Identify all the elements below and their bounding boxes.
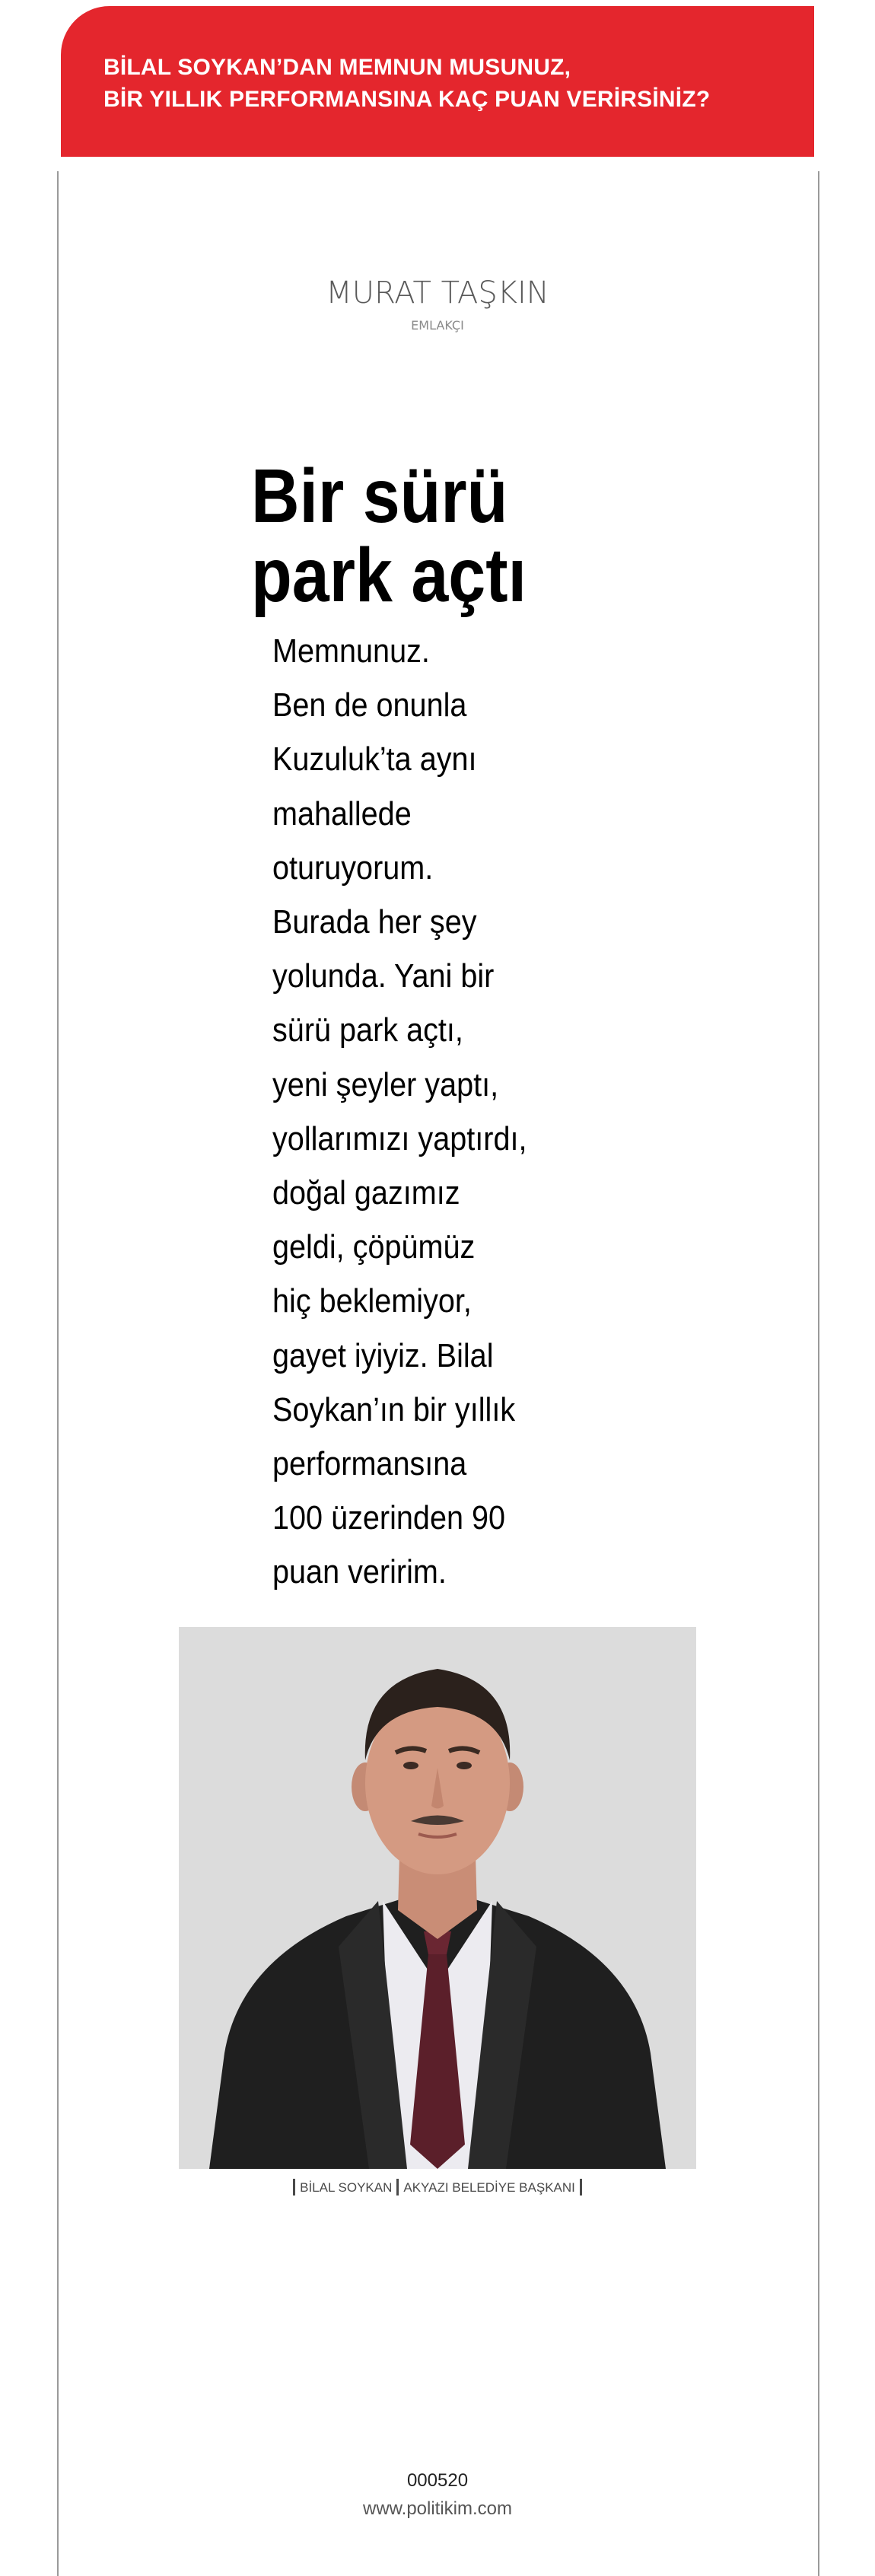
headline-line: Bir sürü bbox=[251, 454, 508, 539]
author-name: MURAT TAŞKIN bbox=[326, 275, 549, 310]
quote-body bbox=[272, 624, 656, 1600]
reference-code: 000520 bbox=[406, 2470, 469, 2491]
quote-line: performansına bbox=[272, 1445, 467, 1483]
quote-line: oturuyorum. bbox=[272, 849, 434, 887]
quote-line: yolunda. Yani bir bbox=[272, 957, 495, 995]
headline-line: park açtı bbox=[251, 533, 527, 618]
caption-divider bbox=[396, 2179, 399, 2195]
website-link[interactable]: www.politikim.com bbox=[362, 2498, 513, 2519]
quote-line: mahallede bbox=[272, 794, 412, 833]
quote-line: Ben de onunla bbox=[272, 686, 467, 724]
quote-line: 100 üzerinden 90 bbox=[272, 1499, 506, 1537]
quote-line: yeni şeyler yaptı, bbox=[272, 1065, 499, 1103]
banner-question-line-1: BİLAL SOYKAN’DAN MEMNUN MUSUNUZ, bbox=[103, 55, 571, 80]
author-occupation: EMLAKÇI bbox=[411, 318, 464, 333]
photo-caption bbox=[0, 2179, 875, 2195]
quote-line: gayet iyiyiz. Bilal bbox=[272, 1336, 494, 1374]
frame-right-rule bbox=[818, 171, 819, 2576]
caption-divider bbox=[580, 2179, 582, 2195]
quote-line: puan veririm. bbox=[272, 1553, 447, 1591]
mayor-portrait-photo bbox=[179, 1627, 696, 2169]
banner-question-line-2: BİR YILLIK PERFORMANSINA KAÇ PUAN VERİRSİNİZ? bbox=[103, 87, 711, 112]
caption-person-role: AKYAZI BELEDİYE BAŞKANI bbox=[403, 2180, 575, 2195]
quote-line: Soykan’ın bir yıllık bbox=[272, 1390, 516, 1428]
quote-line: hiç beklemiyor, bbox=[272, 1282, 472, 1320]
quote-line: Memnunuz. bbox=[272, 632, 430, 670]
quote-line: sürü park açtı, bbox=[272, 1011, 463, 1049]
quote-line: Burada her şey bbox=[272, 903, 477, 941]
quote-line: geldi, çöpümüz bbox=[272, 1228, 476, 1266]
quote-line: Kuzuluk’ta aynı bbox=[272, 740, 477, 779]
quote-line: doğal gazımız bbox=[272, 1174, 460, 1212]
headline bbox=[251, 454, 600, 618]
caption-divider bbox=[293, 2179, 295, 2195]
header-banner bbox=[61, 6, 814, 157]
quote-line: yollarımızı yaptırdı, bbox=[272, 1119, 527, 1157]
frame-left-rule bbox=[57, 171, 59, 2576]
caption-person-name: BİLAL SOYKAN bbox=[300, 2180, 393, 2195]
portrait-illustration bbox=[179, 1627, 696, 2169]
